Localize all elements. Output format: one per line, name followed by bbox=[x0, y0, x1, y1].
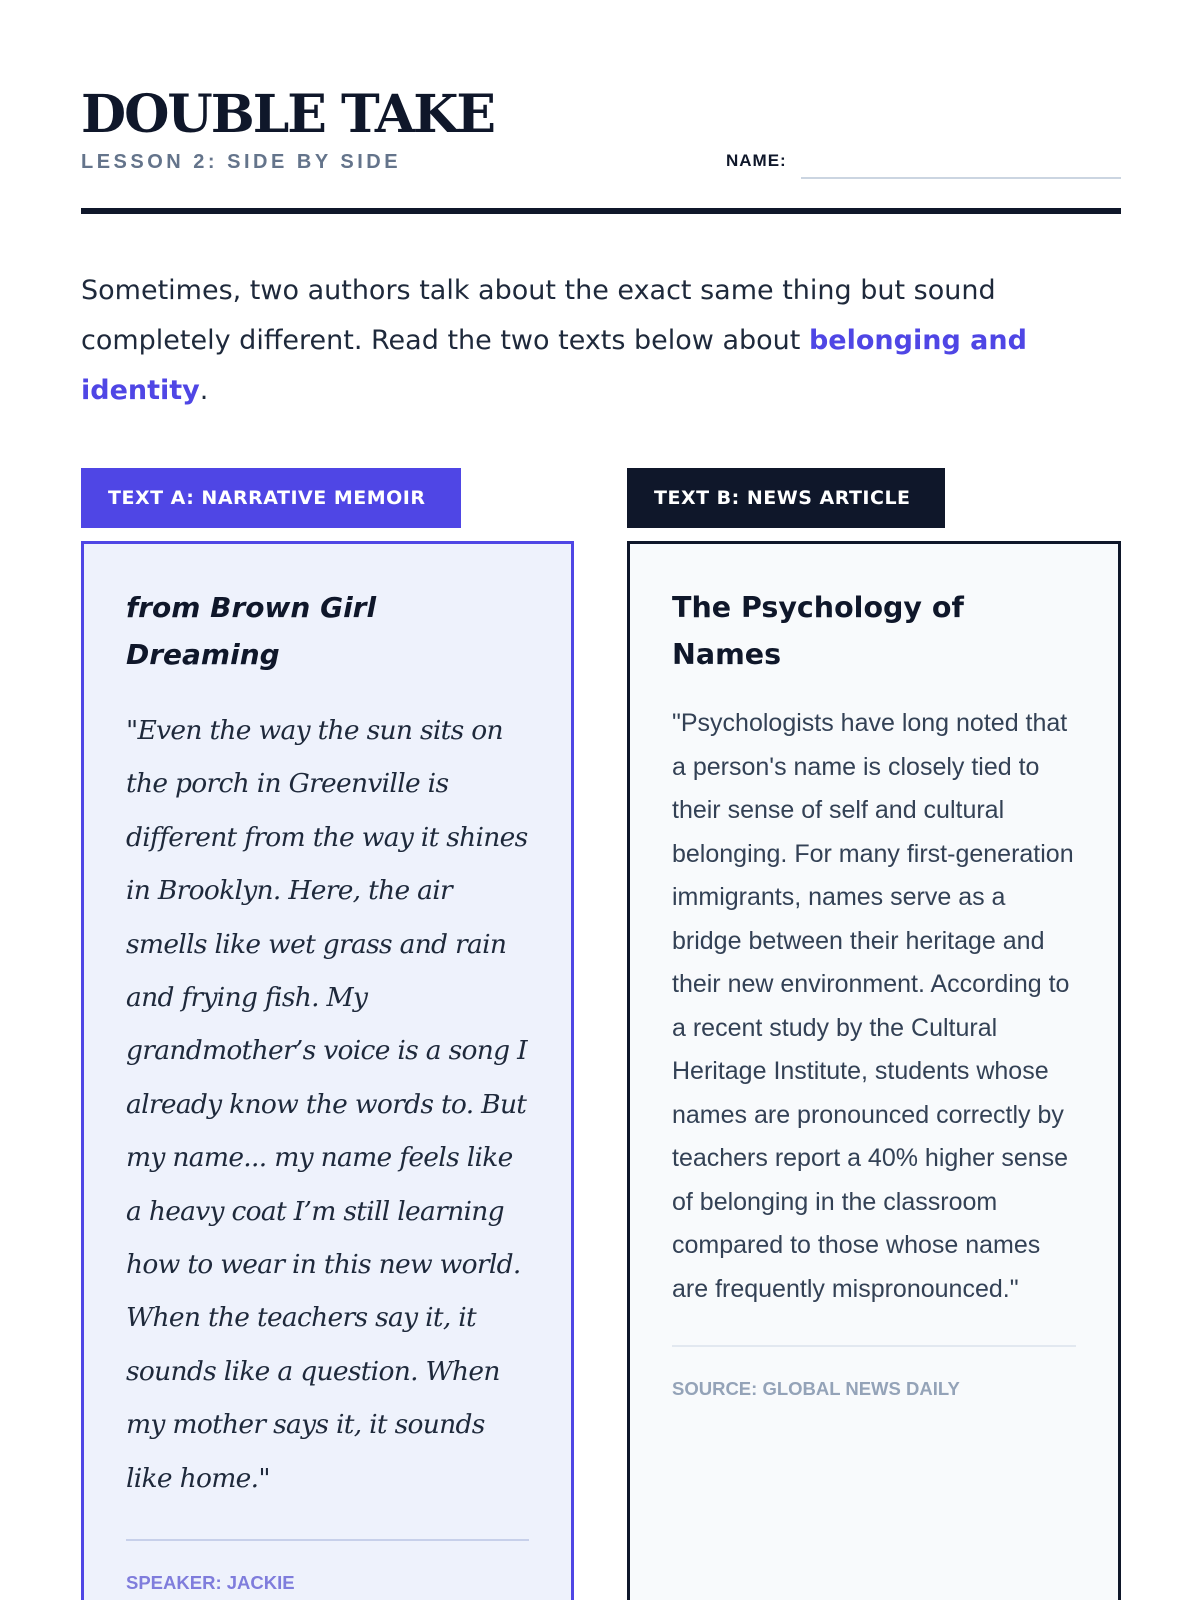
worksheet-page bbox=[81, 0, 1121, 1600]
intro-paragraph bbox=[81, 266, 1041, 416]
text-b-body: "Psychologists have long noted that a person's name is closely tied to their sense of self and cultural belonging. For many first-generation immigrants, names serve as a bridge between their heritage and their new environment. According to a recent study by the Cultural Heritage Institute, students whose names are pronounced correctly by teachers report a 40% higher sense of belonging in the classroom compared to those whose names are frequently mispronounced." bbox=[672, 709, 1074, 1303]
intro-highlight: belonging and identity bbox=[81, 325, 1027, 406]
intro-text-end: . bbox=[199, 375, 209, 406]
text-b-source: SOURCE: GLOBAL NEWS DAILY bbox=[672, 1378, 960, 1399]
page-title: DOUBLE TAKE bbox=[81, 84, 495, 145]
text-a-heading: from Brown Girl Dreaming bbox=[126, 591, 377, 671]
intro-text: Sometimes, two authors talk about the exact same thing but sound completely different. Read the two texts below about bbox=[81, 275, 996, 356]
lesson-subtitle: LESSON 2: SIDE BY SIDE bbox=[81, 151, 402, 173]
text-a-source: SPEAKER: JACKIE bbox=[126, 1572, 295, 1594]
text-a-body: "Even the way the sun sits on the porch in Greenville is different from the way it shines in Brooklyn. Here, the air smells like wet grass and rain and frying fish. My grandmother’s voice is a song I already know the words to. But my name... my name feels like a heavy coat I’m still learning how to wear in this new world. When the teachers say it, it sounds like a question. When my mother says it, it sounds like home." bbox=[126, 715, 528, 1494]
text-a-card bbox=[81, 541, 574, 1600]
text-b-divider bbox=[672, 1345, 1076, 1347]
text-b-card bbox=[627, 541, 1121, 1600]
text-b-tab: TEXT B: NEWS ARTICLE bbox=[627, 468, 945, 528]
text-a-divider bbox=[126, 1539, 529, 1541]
name-field[interactable] bbox=[801, 177, 1121, 179]
header-divider bbox=[81, 208, 1121, 214]
text-b-heading: The Psychology of Names bbox=[672, 591, 964, 671]
name-label: NAME: bbox=[726, 151, 787, 170]
text-a-tab: TEXT A: NARRATIVE MEMOIR bbox=[81, 468, 461, 528]
